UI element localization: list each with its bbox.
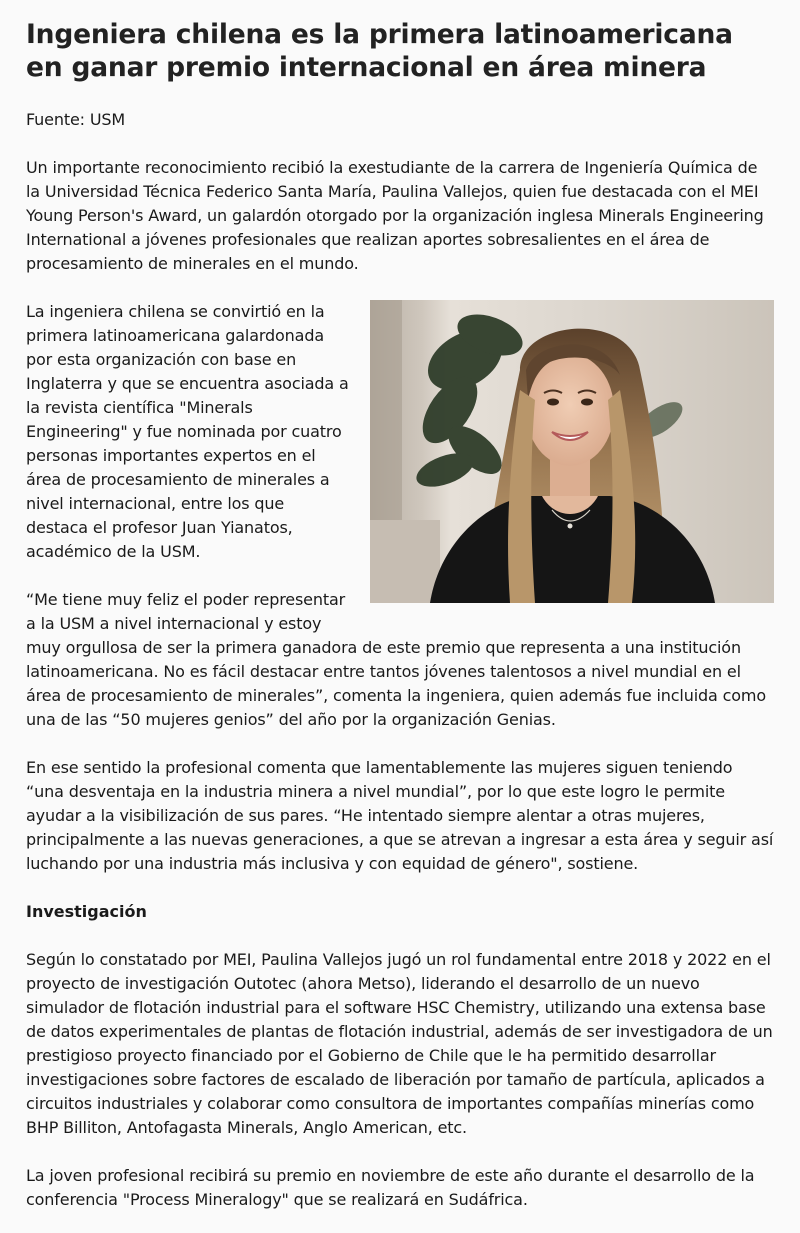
article-source: Fuente: USM xyxy=(26,110,126,129)
paragraph-award-ceremony: La joven profesional recibirá su premio en noviembre de este año durante el desarrollo de la conferencia "Process Mineralogy" que se realizará en Sudáfrica. xyxy=(26,1166,755,1209)
paragraph-women-industry: En ese sentido la profesional comenta que lamentablemente las mujeres siguen teniendo “una desventaja en la industria minera a nivel mundial”, por lo que este logro le permite ayudar a la visibilización de sus pares. “He intentado siempre alentar a otras mujeres, principalmente a las nuevas generaciones, a que se atrevan a ingresar a esta área y seguir así luchando por una industria más inclusiva y con equidad de género", sostiene. xyxy=(26,758,774,873)
paragraph-research: Según lo constatado por MEI, Paulina Vallejos jugó un rol fundamental entre 2018 y 2022 en el proyecto de investigación Outotec (ahora Metso), liderando el desarrollo de un nuevo simulador de flotación industrial para el software HSC Chemistry, utilizando una extensa base de datos experimentales de plantas de flotación industrial, además de ser investigadora de un prestigioso proyecto financiado por el Gobierno de Chile que le ha permitido desarrollar investigaciones sobre factores de escalado de liberación por tamaño de partícula, aplicados a circuitos industriales y colaborar como consultora de importantes compañías minerías como BHP Billiton, Antofagasta Minerals, Anglo American, etc. xyxy=(26,950,773,1137)
portrait-photo-icon xyxy=(370,300,774,603)
portrait-photo xyxy=(370,300,774,603)
paragraph-intro: Un importante reconocimiento recibió la exestudiante de la carrera de Ingeniería Química de la Universidad Técnica Federico Santa María, Paulina Vallejos, quien fue destacada con el MEI Young Person's Award, un galardón otorgado por la organización inglesa Minerals Engineering International a jóvenes profesionales que realizan aportes sobresalientes en el área de procesamiento de minerales en el mundo. xyxy=(26,158,764,273)
paragraph-nomination: La ingeniera chilena se convirtió en la primera latinoamericana galardonada por esta organización con base en Inglaterra y que se encuentra asociada a la revista científica "Minerals Engineering" y fue nominada por cuatro personas importantes expertos en el área de procesamiento de minerales a nivel internacional, entre los que destaca el profesor Juan Yianatos, académico de la USM. xyxy=(26,302,349,561)
article-title: Ingeniera chilena es la primera latinoamericana en ganar premio internacional en área minera xyxy=(26,19,733,83)
section-heading-investigacion: Investigación xyxy=(26,902,147,921)
paragraph-quote: “Me tiene muy feliz el poder representar a la USM a nivel internacional y estoy muy orgullosa de ser la primera ganadora de este premio que representa a una institución latinoamericana. No es fácil destacar entre tantos jóvenes talentosos a nivel mundial en el área de procesamiento de minerales”, comenta la ingeniera, quien además fue incluida como una de las “50 mujeres genios” del año por la organización Genias. xyxy=(26,590,766,729)
article-body-with-photo xyxy=(26,300,774,732)
